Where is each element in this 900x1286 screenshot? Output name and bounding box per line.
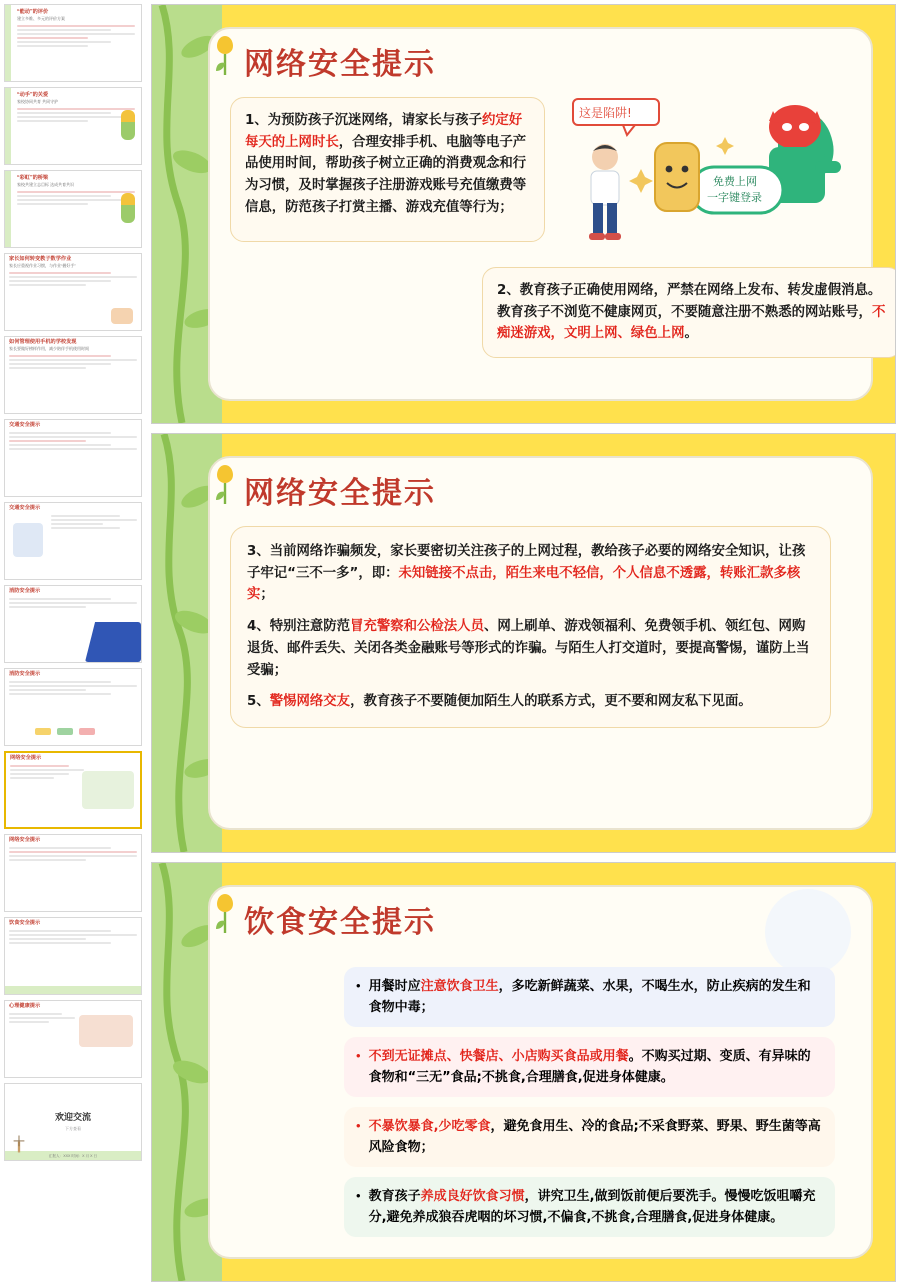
slide-title: 网络安全提示 xyxy=(244,47,436,82)
thumb-decor-strip xyxy=(5,88,11,164)
svg-text:免费上网: 免费上网 xyxy=(713,175,757,188)
thumbnail-slide-10[interactable] xyxy=(4,751,142,829)
thumbnail-subtitle: 家长要做好榜样作用，减少陪伴手机使用时间 xyxy=(9,346,89,352)
thumbnail-slide-12[interactable] xyxy=(4,917,142,995)
thumbnail-slide-4[interactable] xyxy=(4,253,142,331)
thumb-decor-strip xyxy=(5,5,11,81)
list-item-text: 用餐时应注意饮食卫生，多吃新鲜蔬菜、水果，不喝生水，防止疾病的发生和食物中毒； xyxy=(368,979,811,1016)
thumbnail-title: 如何管理使用手机的学校发现 xyxy=(9,339,77,345)
list-item-text: 不到无证摊点、快餐店、小店购买食品或用餐。不购买过期、变质、有异味的食物和“三无”食品;不挑食,合理膳食,促进身体健康。 xyxy=(368,1049,811,1086)
thumbnail-title: “彩虹”的桥梁 xyxy=(17,175,49,181)
thumbnail-subtitle: 建立多维、多元的评价方案 xyxy=(17,16,65,22)
bullet-dot: • xyxy=(356,1188,361,1204)
bullet-dot: • xyxy=(356,1048,361,1064)
thumbnail-slide-5[interactable] xyxy=(4,336,142,414)
thumbnail-slide-1[interactable] xyxy=(4,4,142,82)
thumb-hand-icon xyxy=(111,308,133,324)
thumbnail-footer-note: 汇报人：XXX 时间：X 月 X 日 xyxy=(48,1154,98,1158)
thumb-lines xyxy=(5,927,141,947)
thumbnail-title: “能动”的评价 xyxy=(17,9,49,15)
thumbnail-title: 饮食安全提示 xyxy=(9,920,41,926)
bullet-dot: • xyxy=(356,1118,361,1134)
thumbnail-slide-9[interactable] xyxy=(4,668,142,746)
speech-bubble xyxy=(573,99,659,135)
thumbnail-title: 消防安全提示 xyxy=(9,671,41,677)
windmill-icon xyxy=(11,1134,27,1154)
slide1-paragraph-2 xyxy=(482,267,896,358)
list-item-text: 不暴饮暴食,少吃零食，避免食用生、冷的食品;不采食野菜、野果、野生菌等高风险食物； xyxy=(368,1119,821,1156)
thumb-person-illustration xyxy=(13,523,43,557)
thumb-chip xyxy=(35,728,51,735)
tulip-icon xyxy=(212,891,238,935)
tulip-icon xyxy=(212,462,238,506)
paragraph-text: 1、为预防孩子沉迷网络，请家长与孩子约定好每天的上网时长，合理安排手机、电脑等电子产品使用时间，帮助孩子树立正确的消费观念和行为习惯，及时掌握孩子注册游戏账号充值缴费等信息，防范孩子打赏主播、游戏充值等行为； xyxy=(245,113,527,215)
thumbnail-title: 网络安全提示 xyxy=(9,837,41,843)
free-wifi-sign xyxy=(691,167,783,213)
thumbnail-title: 欢迎交流 xyxy=(54,1112,91,1122)
thumb-tulip-icon xyxy=(121,110,135,140)
thumbnail-subtitle: 家长应重视作业习惯，与作业“握好手” xyxy=(9,263,76,269)
thumbnail-subtitle: 家校共建立志目标 达成共育共识 xyxy=(17,182,75,188)
thumb-lines xyxy=(5,844,141,864)
thumb-footer-band xyxy=(5,986,141,994)
list-item xyxy=(344,967,835,1027)
slide-network-safety-2[interactable] xyxy=(151,433,896,853)
thumb-lines xyxy=(5,595,141,611)
svg-text:这是陷阱!: 这是陷阱! xyxy=(579,106,632,120)
slide-thumbnail-rail[interactable] xyxy=(0,0,148,1286)
boy-character xyxy=(589,144,621,240)
network-trap-illustration xyxy=(563,81,863,261)
thumb-lines xyxy=(5,269,141,289)
list-item-text: 教育孩子养成良好饮食习惯，讲究卫生,做到饭前便后要洗手。慢慢吃饭咀嚼充分,避免养成狼吞虎咽的坏习惯,不偏食,不挑食,合理膳食,促进身体健康。 xyxy=(368,1189,816,1226)
slide-title: 网络安全提示 xyxy=(244,476,436,511)
thumbnail-slide-6[interactable] xyxy=(4,419,142,497)
thumbnail-slide-2[interactable] xyxy=(4,87,142,165)
thumbnail-slide-11[interactable] xyxy=(4,834,142,912)
thumbnail-title: “动手”的关爱 xyxy=(17,92,49,98)
slide-network-safety-1[interactable] xyxy=(151,4,896,424)
thumb-tulip-icon xyxy=(121,193,135,223)
thumb-chip xyxy=(57,728,73,735)
food-safety-bullet-list xyxy=(344,967,835,1247)
mascot-character xyxy=(655,143,699,211)
thumb-lines xyxy=(5,352,141,372)
paragraph-3: 3、当前网络诈骗频发，家长要密切关注孩子的上网过程，教给孩子必要的网络安全知识，让孩子牢记“三不一多”，即：未知链接不点击，陌生来电不轻信，个人信息不透露，转账汇款多核实； xyxy=(247,544,806,603)
thumbnail-subtitle: 家校协同共育 共同守护 xyxy=(17,99,59,105)
paragraph-text: 2、教育孩子正确使用网络，严禁在网络上发布、转发虚假消息。教育孩子不浏览不健康网页，不要随意注册不熟悉的网站账号，不痴迷游戏，文明上网、绿色上网。 xyxy=(497,283,886,342)
slide2-text-block xyxy=(230,526,831,728)
slide-food-safety[interactable] xyxy=(151,862,896,1282)
thumb-family-illustration xyxy=(79,1015,133,1047)
thumb-chip xyxy=(79,728,95,735)
paragraph-5: 5、警惕网络交友，教育孩子不要随便加陌生人的联系方式，更不要和网友私下见面。 xyxy=(247,694,752,710)
thumbnail-subtitle: 下方查看 xyxy=(65,1126,81,1131)
svg-text:一字键登录: 一字键登录 xyxy=(707,191,762,204)
thumbnail-slide-7[interactable] xyxy=(4,502,142,580)
thumb-lines xyxy=(47,512,141,532)
thumb-lines xyxy=(5,678,141,698)
thumbnail-title: 交通安全提示 xyxy=(9,422,41,428)
thumbnail-slide-13[interactable] xyxy=(4,1000,142,1078)
slide-title: 饮食安全提示 xyxy=(244,905,436,940)
thumb-lines xyxy=(6,762,88,782)
thumb-lines xyxy=(5,1010,79,1026)
bullet-dot: • xyxy=(356,978,361,993)
thumbnail-title: 家长如何转变教子数学作业 xyxy=(9,256,72,262)
thumbnail-slide-14[interactable] xyxy=(4,1083,142,1161)
thumbnail-title: 交通安全提示 xyxy=(9,505,41,511)
thumb-decor-strip xyxy=(5,171,11,247)
decor-circle xyxy=(765,889,851,975)
slide-list xyxy=(148,0,900,1286)
thumb-lines xyxy=(13,22,139,50)
thumbnail-title: 网络安全提示 xyxy=(10,755,42,761)
thumbnail-slide-3[interactable] xyxy=(4,170,142,248)
tulip-icon xyxy=(212,33,238,77)
list-item xyxy=(344,1037,835,1097)
thumbnail-title: 心理健康提示 xyxy=(9,1003,41,1009)
slide1-paragraph-1 xyxy=(230,97,545,242)
thumb-kids-illustration xyxy=(82,771,134,809)
paragraph-4: 4、特别注意防范冒充警察和公检法人员、网上刷单、游戏领福利、免费领手机、领红包、网购退货、邮件丢失、关闭各类金融账号等形式的诈骗。与陌生人打交道时，要提高警惕，谨防上当受骗； xyxy=(247,619,810,678)
thumb-blue-shape xyxy=(85,622,141,662)
list-item xyxy=(344,1107,835,1167)
thumbnail-title: 消防安全提示 xyxy=(9,588,41,594)
list-item xyxy=(344,1177,835,1237)
thumb-lines xyxy=(5,429,141,453)
thumbnail-slide-8[interactable] xyxy=(4,585,142,663)
